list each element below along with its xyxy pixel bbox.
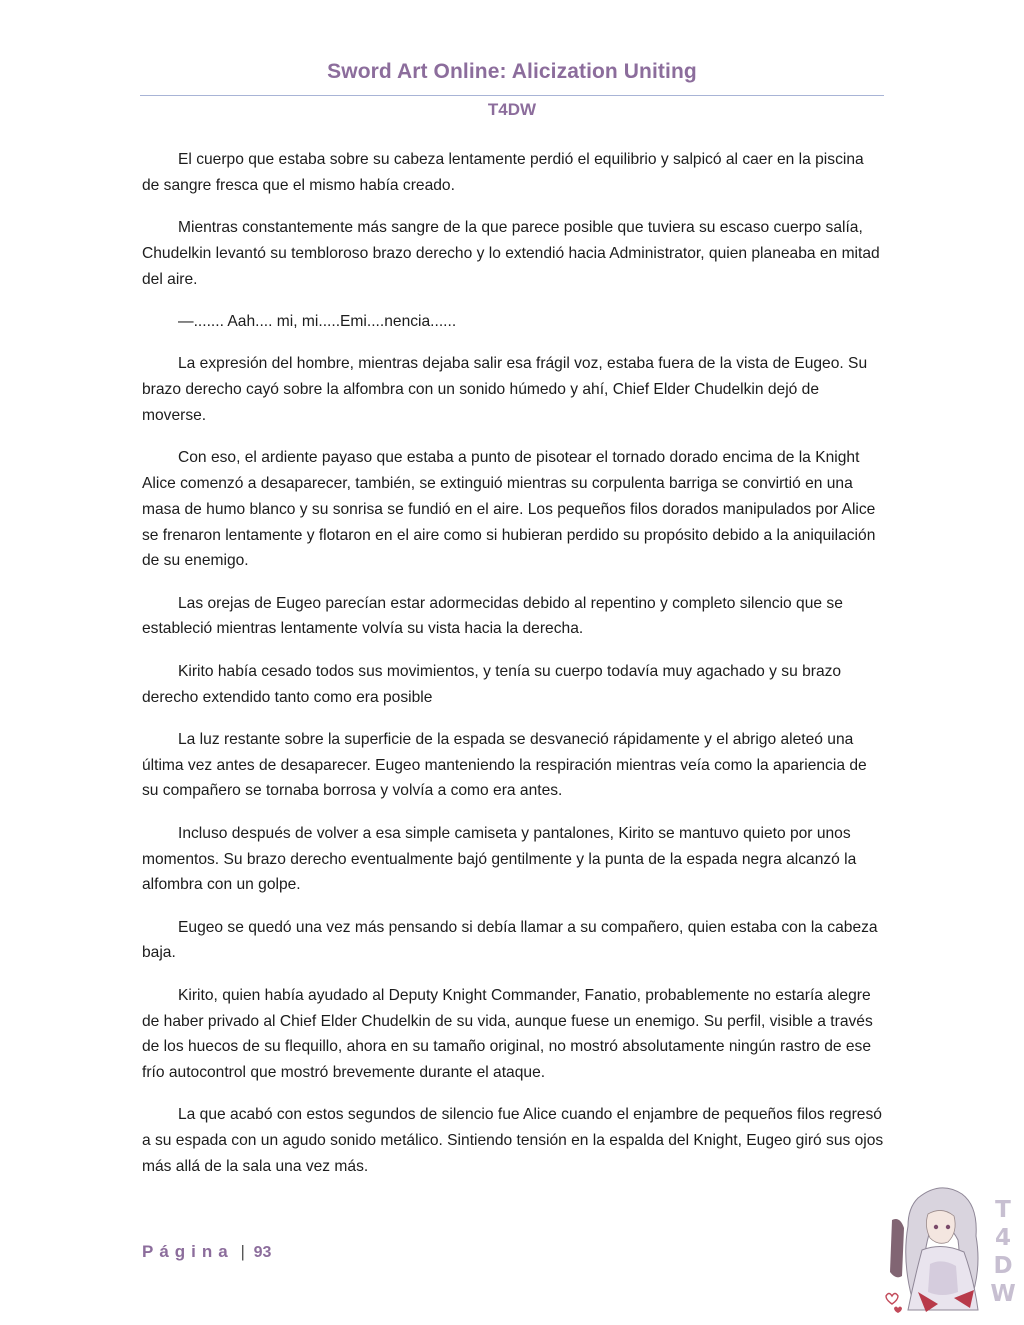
- logo-letter: D: [993, 1253, 1013, 1279]
- paragraph: Kirito, quien había ayudado al Deputy Knight Commander, Fanatio, probablemente no estaría alegre de haber privado al Chief Elder Chudelkin de su vida, aunque fuese un enemigo. Su perfil, visible a través de los huecos de su flequillo, ahora en su tamaño original, no mostró absolutamente ningún rastro de ese frío autocontrol que mostró brevemente durante el ataque.: [142, 986, 873, 1082]
- paragraph: Con eso, el ardiente payaso que estaba a punto de pisotear el tornado dorado encima de la Knight Alice comenzó a desaparecer, también, se extinguió mientras su corpulenta barriga se convirtió en una masa de humo blanco y su sonrisa se fundió en el aire. Los pequeños filos dorados manipulados por Alice se frenaron lentamente y flotaron en el aire como si hubieran perdido su propósito debido a la aniquilación de su enemigo.: [142, 449, 876, 570]
- paragraph: —....... Aah.... mi, mi.....Emi....nencia......: [178, 312, 457, 330]
- paragraph: La que acabó con estos segundos de silencio fue Alice cuando el enjambre de pequeños filos regresó a su espada con un agudo sonido metálico. Sintiendo tensión en la espalda del Knight, Eugeo giró sus ojos más allá de la sala una vez más.: [142, 1106, 884, 1175]
- paragraph: Mientras constantemente más sangre de la que parece posible que tuviera su escaso cuerpo salía, Chudelkin levantó su tembloroso brazo derecho y lo extendió hacia Administrator, quien planeaba en mitad del aire.: [142, 219, 880, 288]
- logo-letter: W: [990, 1281, 1016, 1307]
- paragraph: La expresión del hombre, mientras dejaba salir esa frágil voz, estaba fuera de la vista de Eugeo. Su brazo derecho cayó sobre la alfombra con un sonido húmedo y ahí, Chief Elder Chudelkin dejó de moverse.: [142, 355, 868, 424]
- logo-letters: [990, 1196, 1016, 1308]
- paragraph: La luz restante sobre la superficie de la espada se desvaneció rápidamente y el abrigo aleteó una última vez antes de desaparecer. Eugeo manteniendo la respiración mientras veía como la apariencia de su compañero se tornaba borrosa y volvía a como era antes.: [142, 730, 867, 800]
- page-label: Página: [142, 1242, 234, 1261]
- header-divider: [140, 95, 884, 96]
- logo-letter: T: [995, 1197, 1011, 1223]
- paragraph: Eugeo se quedó una vez más pensando si debía llamar a su compañero, quien estaba con la cabeza baja.: [142, 918, 878, 962]
- page-footer: [142, 1242, 271, 1262]
- paragraph: Kirito había cesado todos sus movimientos, y tenía su cuerpo todavía muy agachado y su brazo derecho extendido tanto como era posible: [142, 662, 842, 706]
- paragraph: Las orejas de Eugeo parecían estar adormecidas debido al repentino y completo silencio que se estableció mientras lentamente volvía su vista hacia la derecha.: [142, 594, 843, 638]
- body-text: [142, 147, 884, 1196]
- document-title: Sword Art Online: Alicization Uniting: [327, 60, 697, 83]
- document-subtitle: T4DW: [487, 100, 537, 119]
- paragraph: El cuerpo que estaba sobre su cabeza lentamente perdió el equilibrio y salpicó al caer en la piscina de sangre fresca que el mismo había creado.: [142, 151, 864, 194]
- logo-letter: 4: [994, 1225, 1011, 1251]
- footer-separator: |: [240, 1242, 245, 1261]
- page-number: 93: [253, 1244, 272, 1261]
- paragraph: Incluso después de volver a esa simple camiseta y pantalones, Kirito se mantuvo quieto por unos momentos. Su brazo derecho eventualmente bajó gentilmente y la punta de la espada negra alcanzó la alfombra con un golpe.: [142, 824, 857, 894]
